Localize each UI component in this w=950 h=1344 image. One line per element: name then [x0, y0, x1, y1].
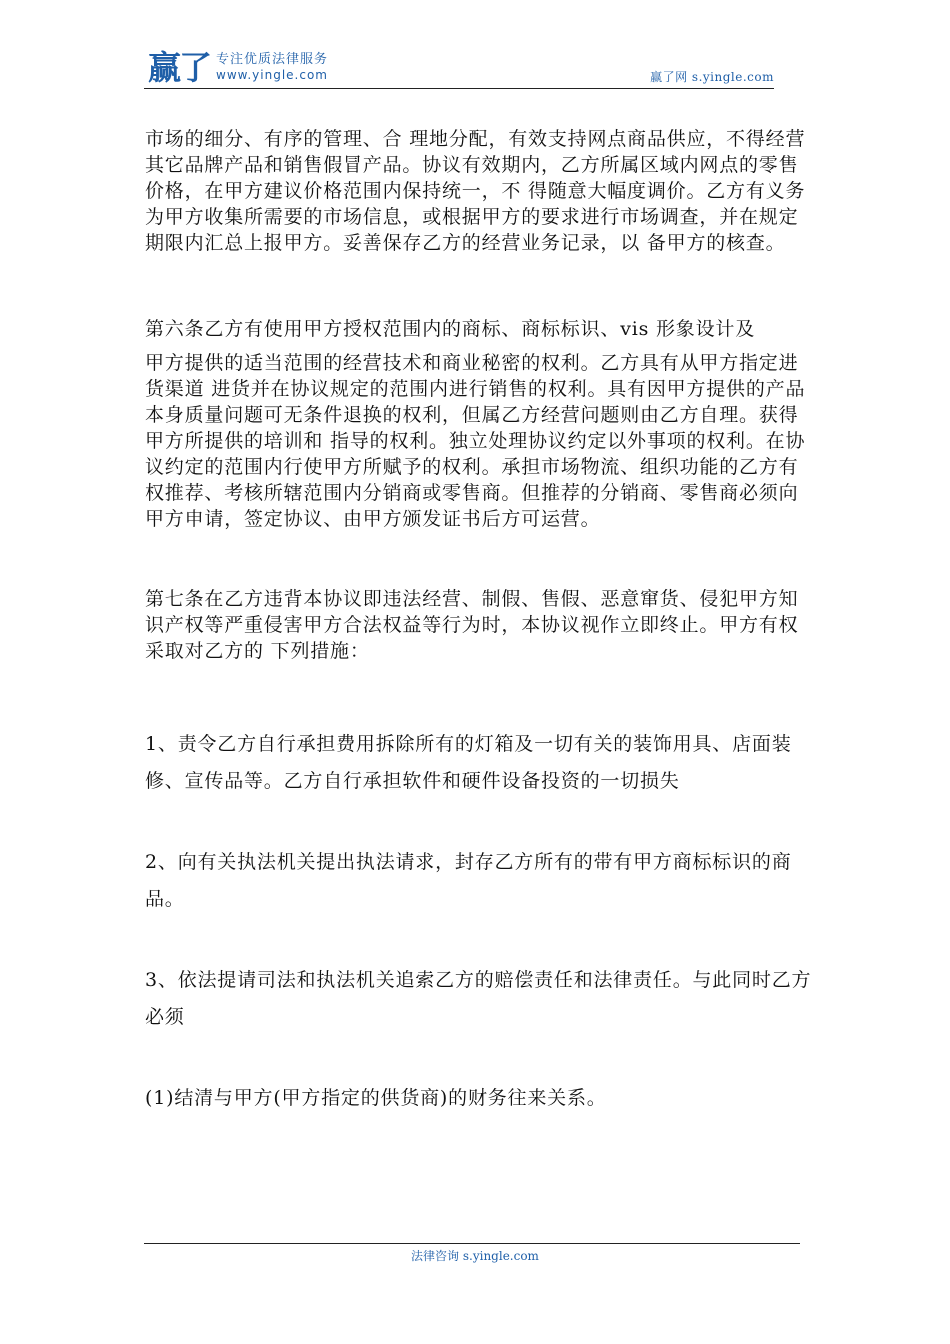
document-body [145, 120, 815, 1117]
paragraph-article-six-body: 甲方提供的适当范围的经营技术和商业秘密的权利。乙方具有从甲方指定进货渠道 进货并在协议规定的范围内进行销售的权利。具有因甲方提供的产品本身质量问题可无条件退换的权利，但属乙方经营问题则由乙方自理。获得甲方所提供的培训和 指导的权利。独立处理协议约定以外事项的权利。在协议约定的范围内行使甲方所赋予的权利。承担市场物流、组织功能的乙方有权推荐、考核所辖范围内分销商或零售商。但推荐的分销商、零售商必须向甲方申请，签定协议、由甲方颁发证书后方可运营。 [145, 352, 806, 530]
page-header [144, 50, 774, 89]
footer-divider [144, 1243, 800, 1244]
paragraph-measure-2: 2、向有关执法机关提出执法请求，封存乙方所有的带有甲方商标标识的商品。 [145, 851, 792, 910]
logo-mark: 赢了 [148, 48, 210, 87]
paragraph-measure-1: 1、责令乙方自行承担费用拆除所有的灯箱及一切有关的装饰用具、店面装修、宣传品等。乙方自行承担软件和硬件设备投资的一切损失 [145, 733, 792, 792]
paragraph-article-six-heading: 第六条乙方有使用甲方授权范围内的商标、商标标识、vis 形象设计及 [145, 318, 756, 340]
logo-text-block [216, 52, 328, 83]
footer-link[interactable]: 法律咨询 s.yingle.com [411, 1249, 539, 1263]
paragraph-market-duties: 市场的细分、有序的管理、合 理地分配，有效支持网点商品供应，不得经营其它品牌产品和销售假冒产品。协议有效期内，乙方所属区域内网点的零售价格，在甲方建议价格范围内保持统一，不 得随意大幅度调价。乙方有义务为甲方收集所需要的市场信息，或根据甲方的要求进行市场调查，并在规定期限内汇总上报甲方。妥善保存乙方的经营业务记录，以 备甲方的核查。 [145, 128, 806, 254]
paragraph-measure-3: 3、依法提请司法和执法机关追索乙方的赔偿责任和法律责任。与此同时乙方必须 [145, 969, 812, 1028]
paragraph-settlement-1: (1)结清与甲方(甲方指定的供货商)的财务往来关系。 [145, 1087, 607, 1109]
logo-slogan: 专注优质法律服务 [216, 52, 329, 67]
paragraph-article-seven: 第七条在乙方违背本协议即违法经营、制假、售假、恶意窜货、侵犯甲方知识产权等严重侵害甲方合法权益等行为时，本协议视作立即终止。甲方有权采取对乙方的 下列措施： [145, 588, 799, 662]
logo-url[interactable]: www.yingle.com [216, 68, 328, 82]
header-site-link[interactable]: 赢了网 s.yingle.com [650, 70, 774, 84]
